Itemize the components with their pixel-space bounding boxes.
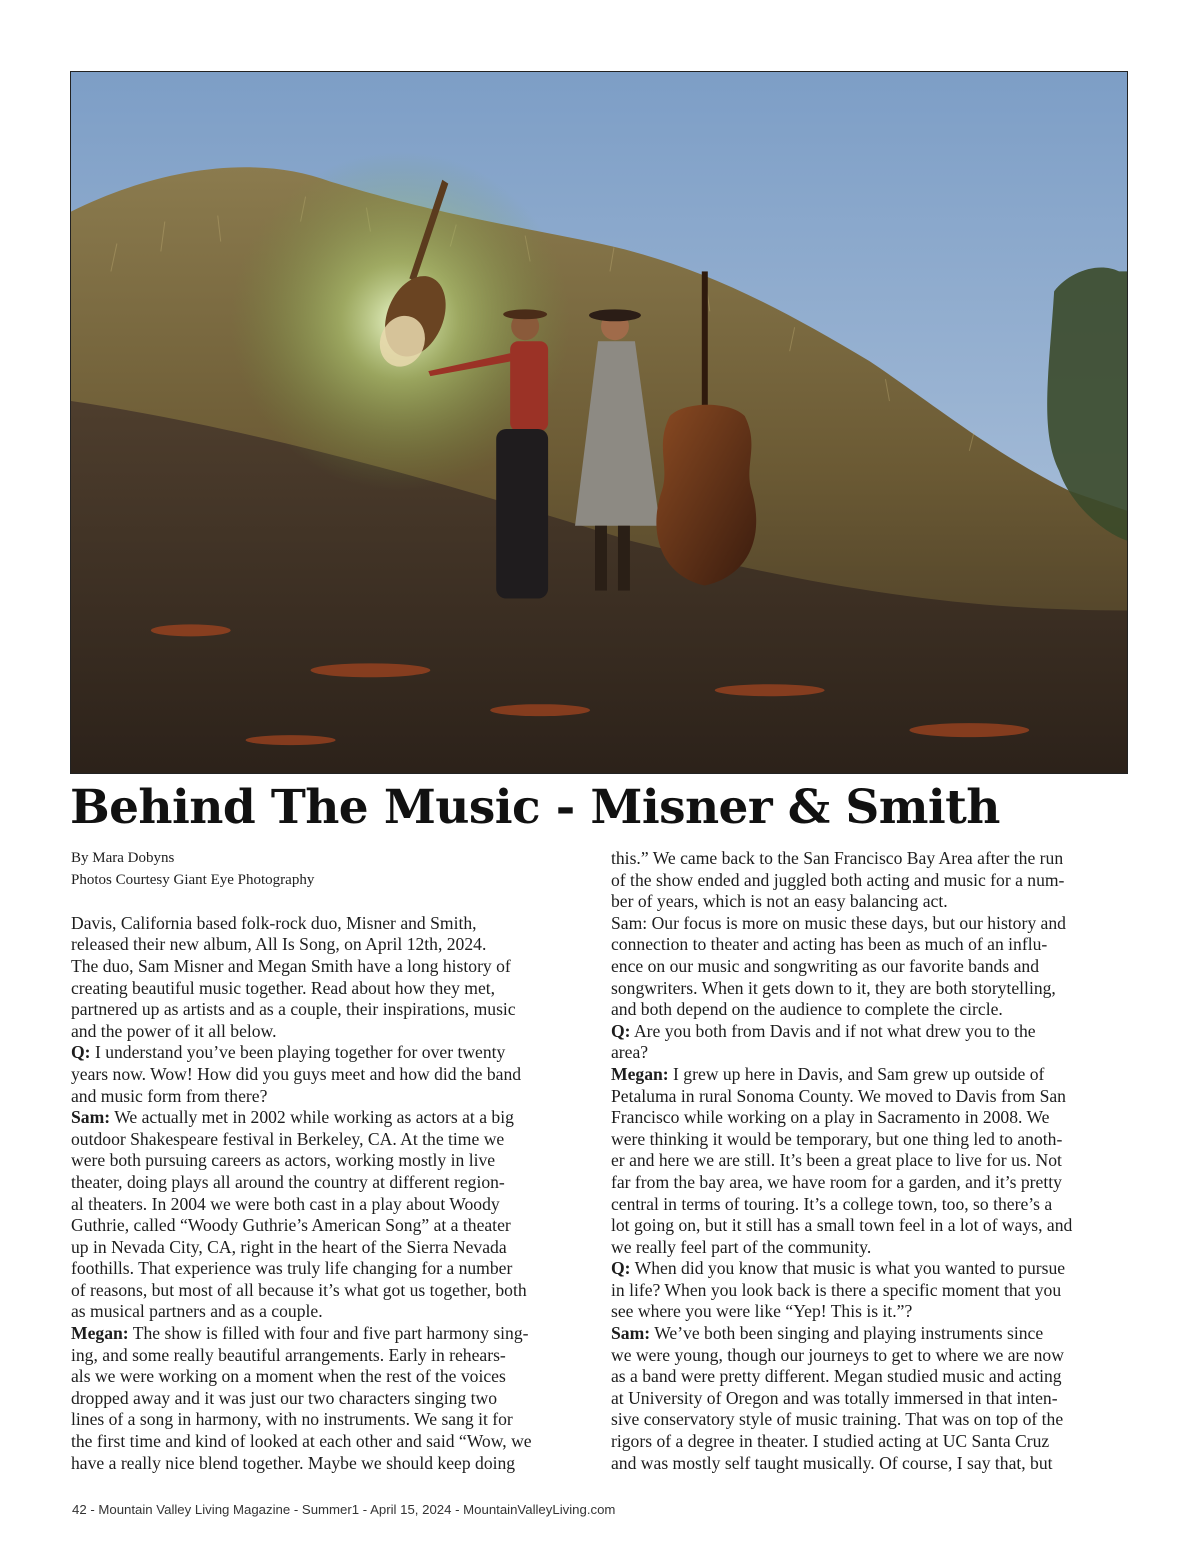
line-text: Sam: Our focus is more on music these days, but our history and — [611, 912, 1066, 933]
line-text: were both pursuing careers as actors, working mostly in live — [71, 1150, 496, 1171]
article-text-line — [71, 978, 593, 1000]
line-text: of the show ended and juggled both acting and music for a num- — [611, 869, 1065, 890]
article-text-line — [71, 1021, 593, 1043]
article-text-line — [71, 1237, 593, 1259]
line-text: creating beautiful music together. Read about how they met, — [71, 977, 496, 998]
line-text: al theaters. In 2004 we were both cast in a play about Woody — [71, 1193, 500, 1214]
hero-photo — [70, 71, 1128, 774]
line-text: ber of years, which is not an easy balancing act. — [611, 891, 948, 912]
speaker-label: Megan: — [611, 1063, 669, 1084]
article-text-line — [611, 891, 1131, 913]
line-text: ing, and some really beautiful arrangements. Early in rehears- — [71, 1344, 506, 1365]
article-text-line — [71, 1194, 593, 1216]
article-text-line — [71, 1107, 593, 1129]
article-text-line — [611, 1107, 1131, 1129]
line-text: and music form from there? — [71, 1085, 268, 1106]
article-text-line — [611, 999, 1131, 1021]
article-text-line — [611, 1172, 1131, 1194]
article-text-line — [71, 1409, 593, 1431]
article-text-line — [611, 1431, 1131, 1453]
article-text-line — [71, 1366, 593, 1388]
line-text: we were young, though our journeys to get to where we are now — [611, 1344, 1064, 1365]
article-text-line — [611, 1301, 1131, 1323]
line-text: lines of a song in harmony, with no instruments. We sang it for — [71, 1409, 513, 1430]
article-text-line — [611, 956, 1131, 978]
article-text-line — [611, 978, 1131, 1000]
article-text-line — [611, 1086, 1131, 1108]
article-text-line — [71, 1258, 593, 1280]
line-text: The duo, Sam Misner and Megan Smith have a long history of — [71, 955, 511, 976]
line-text: see where you were like “Yep! This is it.”? — [611, 1301, 913, 1322]
article-text-line — [611, 1129, 1131, 1151]
article-text-line — [611, 1258, 1131, 1280]
article-text-line — [611, 1280, 1131, 1302]
line-text: When did you know that music is what you wanted to pursue — [630, 1258, 1066, 1279]
article-text-line — [71, 1215, 593, 1237]
article-text-line — [71, 1388, 593, 1410]
line-text: Guthrie, called “Woody Guthrie’s American Song” at a theater — [71, 1215, 511, 1236]
line-text: years now. Wow! How did you guys meet and how did the band — [71, 1063, 522, 1084]
article-text-line — [71, 913, 593, 935]
article-text-line — [611, 1194, 1131, 1216]
column-right-body — [611, 848, 1131, 1474]
article-text-line — [71, 934, 593, 956]
article-text-line — [611, 1150, 1131, 1172]
line-text: the first time and kind of looked at each other and said “Wow, we — [71, 1431, 532, 1452]
line-text: area? — [611, 1042, 649, 1063]
line-text: Are you both from Davis and if not what drew you to the — [630, 1020, 1036, 1041]
line-text: The show is filled with four and five part harmony sing- — [128, 1323, 529, 1344]
article-text-line — [71, 1150, 593, 1172]
line-text: We actually met in 2002 while working as actors at a big — [110, 1107, 514, 1128]
line-text: up in Nevada City, CA, right in the heart of the Sierra Nevada — [71, 1236, 507, 1257]
line-text: released their new album, All Is Song, on April 12th, 2024. — [71, 934, 487, 955]
line-text: als we were working on a moment when the rest of the voices — [71, 1366, 506, 1387]
line-text: were thinking it would be temporary, but one thing led to anoth- — [611, 1128, 1063, 1149]
line-text: partnered up as artists and as a couple, their inspirations, music — [71, 999, 516, 1020]
article-text-line — [71, 1280, 593, 1302]
line-text: foothills. That experience was truly life changing for a number — [71, 1258, 513, 1279]
article-text-line — [611, 848, 1131, 870]
byline: By Mara Dobyns — [71, 850, 175, 866]
article-text-line — [611, 1215, 1131, 1237]
article-text-line — [71, 956, 593, 978]
line-text: central in terms of touring. It’s a college town, too, so there’s a — [611, 1193, 1053, 1214]
hero-photo-illustration — [71, 72, 1127, 773]
line-text: theater, doing plays all around the country at different region- — [71, 1171, 505, 1192]
article-text-line — [71, 1172, 593, 1194]
article-text-line — [71, 1323, 593, 1345]
article-text-line — [611, 913, 1131, 935]
column-left-body — [71, 913, 593, 1474]
article-headline: Behind The Music - Misner & Smith — [70, 780, 1000, 835]
article-text-line — [611, 1064, 1131, 1086]
line-text: I grew up here in Davis, and Sam grew up outside of — [668, 1063, 1045, 1084]
line-text: connection to theater and acting has been as much of an influ- — [611, 934, 1048, 955]
article-text-line — [71, 1086, 593, 1108]
line-text: Petaluma in rural Sonoma County. We moved to Davis from San — [611, 1085, 1066, 1106]
page-footer: 42 - Mountain Valley Living Magazine - Summer1 - April 15, 2024 - MountainValleyLiving.com — [72, 1502, 616, 1517]
line-text: and was mostly self taught musically. Of course, I say that, but — [611, 1452, 1053, 1473]
article-text-line — [611, 1021, 1131, 1043]
article-text-line — [71, 1345, 593, 1367]
line-text: er and here we are still. It’s been a great place to live for us. Not — [611, 1150, 1062, 1171]
line-text: as musical partners and as a couple. — [71, 1301, 323, 1322]
article-text-line — [611, 1323, 1131, 1345]
speaker-label: Q: — [611, 1020, 631, 1041]
line-text: rigors of a degree in theater. I studied acting at UC Santa Cruz — [611, 1431, 1050, 1452]
line-text: Davis, California based folk-rock duo, Misner and Smith, — [71, 912, 477, 933]
article-text-line — [611, 1453, 1131, 1475]
article-text-line — [71, 1453, 593, 1475]
speaker-label: Megan: — [71, 1323, 129, 1344]
line-text: far from the bay area, we have room for a garden, and it’s pretty — [611, 1171, 1062, 1192]
article-text-line — [611, 1388, 1131, 1410]
article-text-line — [71, 1064, 593, 1086]
line-text: and the power of it all below. — [71, 1020, 277, 1041]
article-text-line — [611, 934, 1131, 956]
line-text: Francisco while working on a play in Sacramento in 2008. We — [611, 1107, 1050, 1128]
article-text-line — [611, 1409, 1131, 1431]
line-text: songwriters. When it gets down to it, they are both storytelling, — [611, 977, 1056, 998]
line-text: at University of Oregon and was totally immersed in that inten- — [611, 1387, 1058, 1408]
line-text: outdoor Shakespeare festival in Berkeley, CA. At the time we — [71, 1128, 505, 1149]
speaker-label: Q: — [71, 1042, 91, 1063]
line-text: this.” We came back to the San Francisco Bay Area after the run — [611, 848, 1064, 868]
speaker-label: Sam: — [611, 1323, 651, 1344]
line-text: lot going on, but it still has a small town feel in a lot of ways, and — [611, 1215, 1073, 1236]
line-text: have a really nice blend together. Maybe we should keep doing — [71, 1452, 516, 1473]
article-text-line — [71, 1431, 593, 1453]
article-text-line — [611, 870, 1131, 892]
line-text: I understand you’ve been playing together for over twenty — [90, 1042, 506, 1063]
article-text-line — [71, 1301, 593, 1323]
line-text: ence on our music and songwriting as our favorite bands and — [611, 955, 1040, 976]
line-text: dropped away and it was just our two characters singing two — [71, 1387, 498, 1408]
line-text: we really feel part of the community. — [611, 1236, 872, 1257]
line-text: sive conservatory style of music training. That was on top of the — [611, 1409, 1064, 1430]
article-text-line — [71, 1129, 593, 1151]
paragraph-gap — [71, 891, 593, 913]
article-column-right — [611, 848, 1131, 1474]
line-text: We’ve both been singing and playing instruments since — [650, 1323, 1044, 1344]
article-text-line — [611, 1345, 1131, 1367]
speaker-label: Q: — [611, 1258, 631, 1279]
article-text-line — [71, 1042, 593, 1064]
line-text: of reasons, but most of all because it’s what got us together, both — [71, 1279, 527, 1300]
photo-credit: Photos Courtesy Giant Eye Photography — [71, 871, 315, 888]
article-text-line — [611, 1366, 1131, 1388]
article-text-line — [71, 999, 593, 1021]
speaker-label: Sam: — [71, 1107, 111, 1128]
article-text-line — [611, 1237, 1131, 1259]
line-text: as a band were pretty different. Megan studied music and acting — [611, 1366, 1062, 1387]
article-text-line — [611, 1042, 1131, 1064]
line-text: in life? When you look back is there a specific moment that you — [611, 1279, 1062, 1300]
line-text: and both depend on the audience to complete the circle. — [611, 999, 1003, 1020]
article-column-left — [71, 848, 593, 1474]
